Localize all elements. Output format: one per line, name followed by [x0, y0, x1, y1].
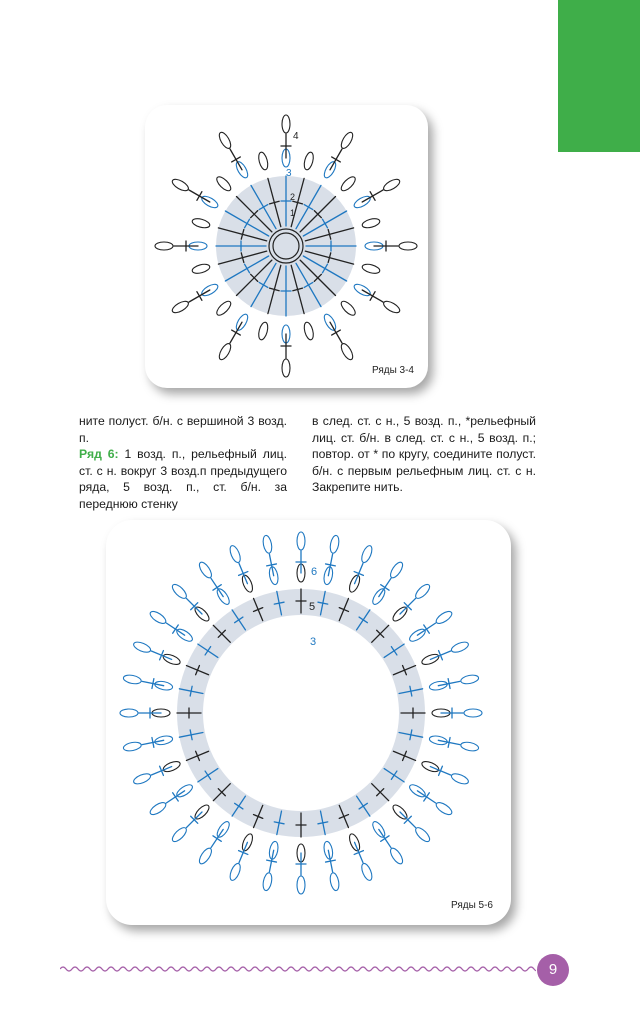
paragraph-intro: ните полуст. б/н. с вершиной 3 возд. п.: [79, 414, 287, 445]
section-color-tab: [558, 0, 640, 152]
row-mark-3b: 3: [310, 636, 317, 648]
row-mark-4: 4: [293, 131, 299, 142]
paragraph-row-6: [79, 446, 287, 512]
text-column-right: [312, 413, 536, 496]
diagram-caption: Ряды 5-6: [450, 900, 493, 911]
diagram-card-rows-3-4: [145, 105, 428, 388]
row-mark-3: 3: [286, 168, 292, 179]
row-6-label: Ряд 6:: [79, 447, 119, 462]
row-mark-5: 5: [309, 601, 316, 613]
diagram-caption: Ряды 3-4: [371, 365, 414, 376]
text-column-left: [79, 413, 287, 513]
page-number: 9: [537, 954, 569, 986]
row-mark-6: 6: [311, 566, 318, 578]
crochet-diagram-rows-3-4: [145, 105, 428, 388]
row-6-text: 1 возд. п., рельефный лиц. ст. с н. вокруг 3 возд.п предыдущего ряда, 5 возд. п., ст. б/н. за переднюю стенку: [79, 447, 288, 511]
row-mark-2: 2: [290, 192, 296, 202]
diagram-card-rows-5-6: [106, 520, 511, 925]
crochet-diagram-rows-5-6: [106, 520, 511, 925]
row-mark-1: 1: [290, 208, 296, 218]
footer-wave-line: [60, 962, 536, 976]
paragraph-continuation: в след. ст. с н., 5 возд. п., *рельефный лиц. ст. б/н. в след. ст. с н., 5 возд. п.; повтор. от * по кругу, соедините полуст. б/н. с первым рельефным лиц. ст. с н. Закрепите нить.: [312, 414, 536, 495]
